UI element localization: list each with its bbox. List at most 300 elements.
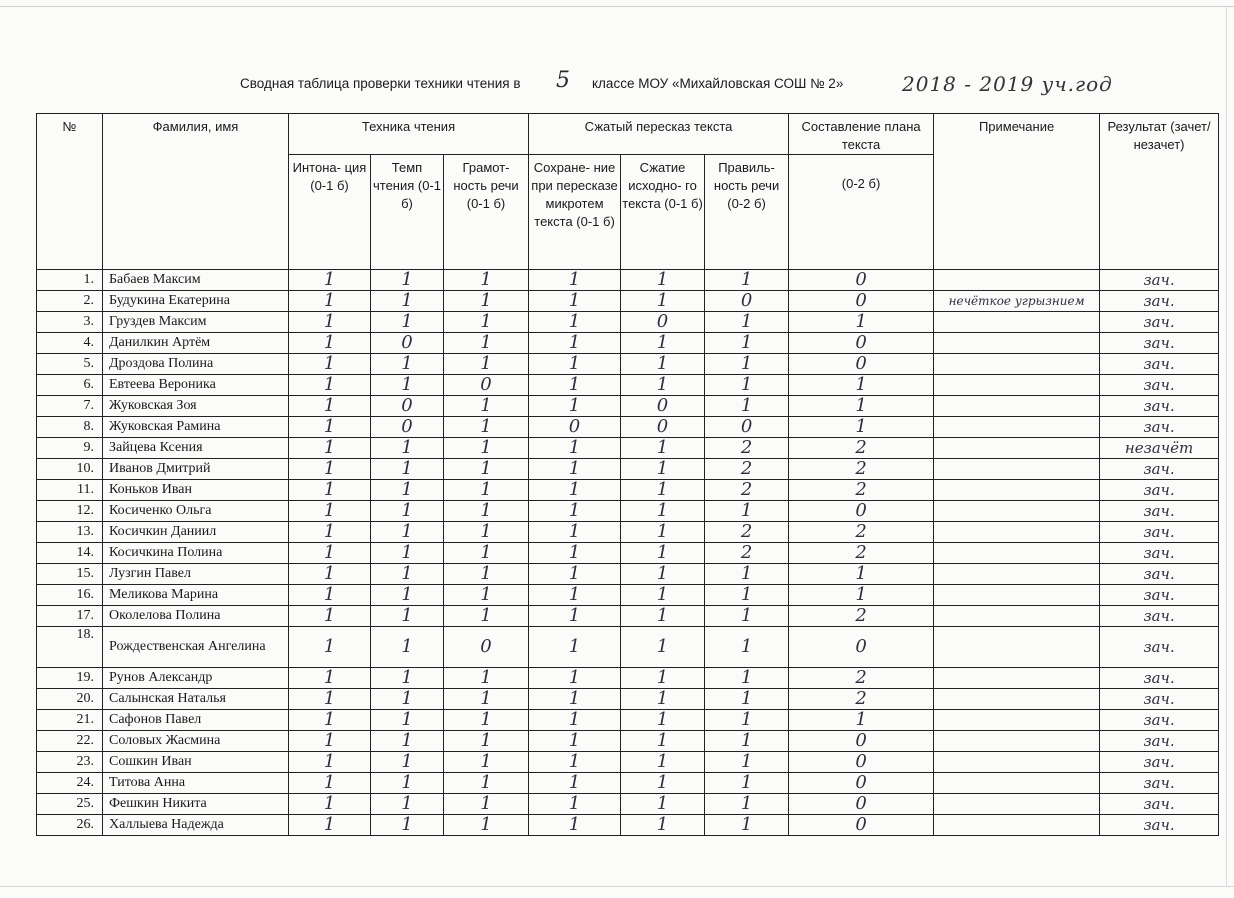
note-cell (934, 396, 1100, 417)
row-number: 25. (37, 794, 103, 815)
score-compress: 1 (621, 668, 705, 689)
score-compress: 1 (621, 291, 705, 312)
score-compress: 1 (621, 794, 705, 815)
score-literacy: 1 (444, 606, 529, 627)
score-literacy: 0 (444, 627, 529, 668)
result-cell: зач. (1100, 291, 1219, 312)
score-tempo: 1 (371, 606, 444, 627)
score-intonation: 1 (289, 585, 371, 606)
row-number: 5. (37, 354, 103, 375)
score-preserve: 1 (529, 543, 621, 564)
table-row (37, 522, 1219, 543)
score-correct: 1 (705, 815, 789, 836)
score-compress: 1 (621, 585, 705, 606)
score-compress: 1 (621, 522, 705, 543)
score-plan: 0 (789, 752, 934, 773)
score-tempo: 1 (371, 480, 444, 501)
score-preserve: 1 (529, 333, 621, 354)
score-plan: 1 (789, 585, 934, 606)
score-plan: 0 (789, 815, 934, 836)
score-literacy: 1 (444, 291, 529, 312)
student-name: Соловых Жасмина (103, 731, 289, 752)
score-intonation: 1 (289, 606, 371, 627)
score-tempo: 1 (371, 627, 444, 668)
score-intonation: 1 (289, 752, 371, 773)
header-result: Результат (зачет/незачет) (1100, 114, 1219, 270)
scan-edge-top (0, 6, 1234, 7)
score-intonation: 1 (289, 417, 371, 438)
table-row (37, 312, 1219, 333)
score-intonation: 1 (289, 375, 371, 396)
result-cell: зач. (1100, 396, 1219, 417)
student-name: Жуковская Зоя (103, 396, 289, 417)
note-cell (934, 543, 1100, 564)
score-literacy: 1 (444, 710, 529, 731)
row-number: 11. (37, 480, 103, 501)
score-preserve: 1 (529, 564, 621, 585)
header-number: № (37, 114, 103, 270)
score-literacy: 1 (444, 312, 529, 333)
note-cell (934, 459, 1100, 480)
score-correct: 2 (705, 438, 789, 459)
score-plan: 1 (789, 396, 934, 417)
score-tempo: 1 (371, 773, 444, 794)
score-correct: 1 (705, 773, 789, 794)
reading-technique-table (36, 113, 1219, 836)
score-literacy: 1 (444, 564, 529, 585)
table-row (37, 606, 1219, 627)
score-plan: 2 (789, 459, 934, 480)
score-compress: 1 (621, 752, 705, 773)
row-number: 19. (37, 668, 103, 689)
note-cell (934, 731, 1100, 752)
table-row (37, 291, 1219, 312)
score-plan: 1 (789, 564, 934, 585)
student-name: Данилкин Артём (103, 333, 289, 354)
score-correct: 2 (705, 459, 789, 480)
scan-edge-bottom (0, 886, 1234, 887)
score-literacy: 1 (444, 585, 529, 606)
score-correct: 1 (705, 501, 789, 522)
row-number: 12. (37, 501, 103, 522)
score-preserve: 1 (529, 438, 621, 459)
score-correct: 1 (705, 564, 789, 585)
score-literacy: 1 (444, 773, 529, 794)
result-cell: зач. (1100, 731, 1219, 752)
student-name: Сошкин Иван (103, 752, 289, 773)
student-name: Будукина Екатерина (103, 291, 289, 312)
note-cell (934, 564, 1100, 585)
score-correct: 1 (705, 312, 789, 333)
score-literacy: 1 (444, 668, 529, 689)
score-intonation: 1 (289, 627, 371, 668)
score-correct: 1 (705, 689, 789, 710)
score-tempo: 1 (371, 585, 444, 606)
student-name: Жуковская Рамина (103, 417, 289, 438)
row-number: 22. (37, 731, 103, 752)
note-cell: нечёткое угрызнием (934, 291, 1100, 312)
score-preserve: 1 (529, 375, 621, 396)
note-cell (934, 710, 1100, 731)
row-number: 15. (37, 564, 103, 585)
result-cell: зач. (1100, 710, 1219, 731)
score-correct: 1 (705, 375, 789, 396)
score-compress: 1 (621, 689, 705, 710)
score-correct: 1 (705, 270, 789, 291)
note-cell (934, 689, 1100, 710)
table-row (37, 564, 1219, 585)
result-cell: зач. (1100, 354, 1219, 375)
score-plan: 1 (789, 312, 934, 333)
score-tempo: 1 (371, 752, 444, 773)
row-number: 3. (37, 312, 103, 333)
score-preserve: 1 (529, 396, 621, 417)
score-compress: 1 (621, 815, 705, 836)
score-correct: 1 (705, 627, 789, 668)
score-plan: 1 (789, 710, 934, 731)
score-compress: 1 (621, 564, 705, 585)
score-literacy: 1 (444, 270, 529, 291)
student-name: Коньков Иван (103, 480, 289, 501)
table-row (37, 689, 1219, 710)
score-correct: 1 (705, 668, 789, 689)
table-row (37, 585, 1219, 606)
score-literacy: 1 (444, 752, 529, 773)
student-name: Меликова Марина (103, 585, 289, 606)
note-cell (934, 522, 1100, 543)
score-compress: 1 (621, 731, 705, 752)
result-cell: зач. (1100, 815, 1219, 836)
score-literacy: 1 (444, 354, 529, 375)
header-preserve-microtopics: Сохране- ние при пересказе микротем текста (0-1 б) (529, 155, 621, 270)
score-plan: 0 (789, 773, 934, 794)
table-row (37, 710, 1219, 731)
score-intonation: 1 (289, 522, 371, 543)
score-literacy: 1 (444, 417, 529, 438)
note-cell (934, 752, 1100, 773)
score-plan: 0 (789, 627, 934, 668)
score-compress: 1 (621, 354, 705, 375)
score-tempo: 1 (371, 815, 444, 836)
score-intonation: 1 (289, 291, 371, 312)
header-plan: Составление плана текста (789, 114, 934, 155)
score-tempo: 1 (371, 564, 444, 585)
score-tempo: 1 (371, 731, 444, 752)
score-intonation: 1 (289, 480, 371, 501)
score-compress: 0 (621, 312, 705, 333)
table-row (37, 731, 1219, 752)
row-number: 26. (37, 815, 103, 836)
note-cell (934, 627, 1100, 668)
score-preserve: 1 (529, 815, 621, 836)
header-reading-technique: Техника чтения (289, 114, 529, 155)
note-cell (934, 438, 1100, 459)
table-row (37, 480, 1219, 501)
note-cell (934, 794, 1100, 815)
score-correct: 1 (705, 396, 789, 417)
score-correct: 1 (705, 731, 789, 752)
result-cell: зач. (1100, 417, 1219, 438)
score-literacy: 1 (444, 459, 529, 480)
score-literacy: 1 (444, 731, 529, 752)
score-preserve: 1 (529, 585, 621, 606)
score-correct: 1 (705, 354, 789, 375)
score-preserve: 1 (529, 480, 621, 501)
row-number: 4. (37, 333, 103, 354)
score-plan: 2 (789, 522, 934, 543)
score-correct: 2 (705, 480, 789, 501)
score-plan: 2 (789, 606, 934, 627)
score-preserve: 1 (529, 731, 621, 752)
score-compress: 1 (621, 270, 705, 291)
score-tempo: 1 (371, 501, 444, 522)
table-row (37, 270, 1219, 291)
score-plan: 2 (789, 689, 934, 710)
score-correct: 0 (705, 291, 789, 312)
score-compress: 1 (621, 459, 705, 480)
student-name: Дроздова Полина (103, 354, 289, 375)
note-cell (934, 480, 1100, 501)
score-compress: 0 (621, 417, 705, 438)
score-intonation: 1 (289, 794, 371, 815)
score-compress: 1 (621, 333, 705, 354)
header-intonation: Интона- ция (0-1 б) (289, 155, 371, 270)
score-intonation: 1 (289, 438, 371, 459)
result-cell: зач. (1100, 501, 1219, 522)
table-row (37, 668, 1219, 689)
note-cell (934, 354, 1100, 375)
score-intonation: 1 (289, 333, 371, 354)
row-number: 13. (37, 522, 103, 543)
table-row (37, 459, 1219, 480)
score-plan: 0 (789, 291, 934, 312)
header-tempo: Темп чтения (0-1 б) (371, 155, 444, 270)
score-correct: 1 (705, 333, 789, 354)
score-preserve: 1 (529, 794, 621, 815)
row-number: 1. (37, 270, 103, 291)
score-literacy: 1 (444, 501, 529, 522)
handwritten-grade: 5 (556, 68, 570, 93)
note-cell (934, 270, 1100, 291)
score-tempo: 1 (371, 794, 444, 815)
score-compress: 0 (621, 396, 705, 417)
row-number: 8. (37, 417, 103, 438)
score-preserve: 1 (529, 354, 621, 375)
table-row (37, 438, 1219, 459)
table-row (37, 333, 1219, 354)
score-preserve: 1 (529, 501, 621, 522)
result-cell: зач. (1100, 375, 1219, 396)
score-compress: 1 (621, 606, 705, 627)
student-name: Лузгин Павел (103, 564, 289, 585)
student-name: Косичкин Даниил (103, 522, 289, 543)
table-row (37, 396, 1219, 417)
score-literacy: 1 (444, 522, 529, 543)
score-literacy: 1 (444, 438, 529, 459)
score-plan: 1 (789, 417, 934, 438)
note-cell (934, 333, 1100, 354)
header-plan-score: (0-2 б) (789, 155, 934, 270)
table-row (37, 417, 1219, 438)
score-preserve: 1 (529, 627, 621, 668)
score-tempo: 0 (371, 333, 444, 354)
student-name: Зайцева Ксения (103, 438, 289, 459)
score-compress: 1 (621, 710, 705, 731)
score-plan: 0 (789, 270, 934, 291)
score-tempo: 0 (371, 417, 444, 438)
score-intonation: 1 (289, 689, 371, 710)
note-cell (934, 585, 1100, 606)
score-tempo: 0 (371, 396, 444, 417)
student-name: Рунов Александр (103, 668, 289, 689)
score-tempo: 1 (371, 375, 444, 396)
result-cell: зач. (1100, 627, 1219, 668)
note-cell (934, 312, 1100, 333)
header-compression: Сжатие исходно- го текста (0-1 б) (621, 155, 705, 270)
score-tempo: 1 (371, 522, 444, 543)
score-tempo: 1 (371, 459, 444, 480)
table-row (37, 773, 1219, 794)
score-preserve: 1 (529, 689, 621, 710)
result-cell: зач. (1100, 333, 1219, 354)
score-intonation: 1 (289, 270, 371, 291)
student-name: Косичкина Полина (103, 543, 289, 564)
score-correct: 2 (705, 543, 789, 564)
row-number: 14. (37, 543, 103, 564)
student-name: Груздев Максим (103, 312, 289, 333)
handwritten-school-year: 2018 - 2019 уч.год (902, 72, 1113, 96)
row-number: 9. (37, 438, 103, 459)
table-row (37, 543, 1219, 564)
score-intonation: 1 (289, 312, 371, 333)
result-cell: зач. (1100, 668, 1219, 689)
score-plan: 1 (789, 375, 934, 396)
score-compress: 1 (621, 375, 705, 396)
student-name: Рождественская Ангелина (103, 627, 289, 668)
student-name: Бабаев Максим (103, 270, 289, 291)
score-preserve: 1 (529, 459, 621, 480)
score-preserve: 1 (529, 312, 621, 333)
score-intonation: 1 (289, 564, 371, 585)
header-name: Фамилия, имя (103, 114, 289, 270)
note-cell (934, 773, 1100, 794)
score-plan: 2 (789, 668, 934, 689)
student-name: Сафонов Павел (103, 710, 289, 731)
note-cell (934, 375, 1100, 396)
school-name: классе МОУ «Михайловская СОШ № 2» (592, 76, 844, 91)
score-preserve: 0 (529, 417, 621, 438)
score-correct: 2 (705, 522, 789, 543)
result-cell: зач. (1100, 794, 1219, 815)
score-plan: 2 (789, 543, 934, 564)
score-correct: 1 (705, 794, 789, 815)
score-tempo: 1 (371, 689, 444, 710)
score-preserve: 1 (529, 752, 621, 773)
score-plan: 0 (789, 333, 934, 354)
score-plan: 2 (789, 438, 934, 459)
score-compress: 1 (621, 627, 705, 668)
score-intonation: 1 (289, 668, 371, 689)
student-name: Салынская Наталья (103, 689, 289, 710)
score-correct: 1 (705, 710, 789, 731)
scan-edge-right (1226, 6, 1227, 886)
score-intonation: 1 (289, 773, 371, 794)
row-number: 17. (37, 606, 103, 627)
score-tempo: 1 (371, 270, 444, 291)
row-number: 10. (37, 459, 103, 480)
score-intonation: 1 (289, 501, 371, 522)
score-tempo: 1 (371, 291, 444, 312)
score-intonation: 1 (289, 731, 371, 752)
score-tempo: 1 (371, 710, 444, 731)
score-tempo: 1 (371, 668, 444, 689)
score-preserve: 1 (529, 710, 621, 731)
score-compress: 1 (621, 438, 705, 459)
score-tempo: 1 (371, 312, 444, 333)
note-cell (934, 606, 1100, 627)
result-cell: зач. (1100, 270, 1219, 291)
header-literacy: Грамот- ность речи (0-1 б) (444, 155, 529, 270)
student-name: Околелова Полина (103, 606, 289, 627)
score-preserve: 1 (529, 270, 621, 291)
score-literacy: 1 (444, 333, 529, 354)
score-tempo: 1 (371, 543, 444, 564)
table-row (37, 815, 1219, 836)
note-cell (934, 501, 1100, 522)
score-intonation: 1 (289, 396, 371, 417)
note-cell (934, 815, 1100, 836)
table-row (37, 627, 1219, 668)
row-number: 2. (37, 291, 103, 312)
result-cell: незачёт (1100, 438, 1219, 459)
note-cell (934, 417, 1100, 438)
student-name: Иванов Дмитрий (103, 459, 289, 480)
row-number: 21. (37, 710, 103, 731)
score-correct: 0 (705, 417, 789, 438)
score-literacy: 1 (444, 396, 529, 417)
result-cell: зач. (1100, 752, 1219, 773)
result-cell: зач. (1100, 480, 1219, 501)
result-cell: зач. (1100, 312, 1219, 333)
student-rows (37, 270, 1219, 836)
score-preserve: 1 (529, 668, 621, 689)
result-cell: зач. (1100, 585, 1219, 606)
score-compress: 1 (621, 501, 705, 522)
row-number: 20. (37, 689, 103, 710)
student-name: Фешкин Никита (103, 794, 289, 815)
score-intonation: 1 (289, 543, 371, 564)
table-row (37, 752, 1219, 773)
score-preserve: 1 (529, 291, 621, 312)
result-cell: зач. (1100, 689, 1219, 710)
score-compress: 1 (621, 773, 705, 794)
score-plan: 0 (789, 731, 934, 752)
note-cell (934, 668, 1100, 689)
score-literacy: 1 (444, 794, 529, 815)
score-plan: 0 (789, 794, 934, 815)
row-number: 24. (37, 773, 103, 794)
score-literacy: 1 (444, 480, 529, 501)
student-name: Титова Анна (103, 773, 289, 794)
score-preserve: 1 (529, 773, 621, 794)
score-intonation: 1 (289, 354, 371, 375)
score-plan: 2 (789, 480, 934, 501)
result-cell: зач. (1100, 564, 1219, 585)
student-name: Халлыева Надежда (103, 815, 289, 836)
row-number: 7. (37, 396, 103, 417)
score-preserve: 1 (529, 606, 621, 627)
header-note: Примечание (934, 114, 1100, 270)
